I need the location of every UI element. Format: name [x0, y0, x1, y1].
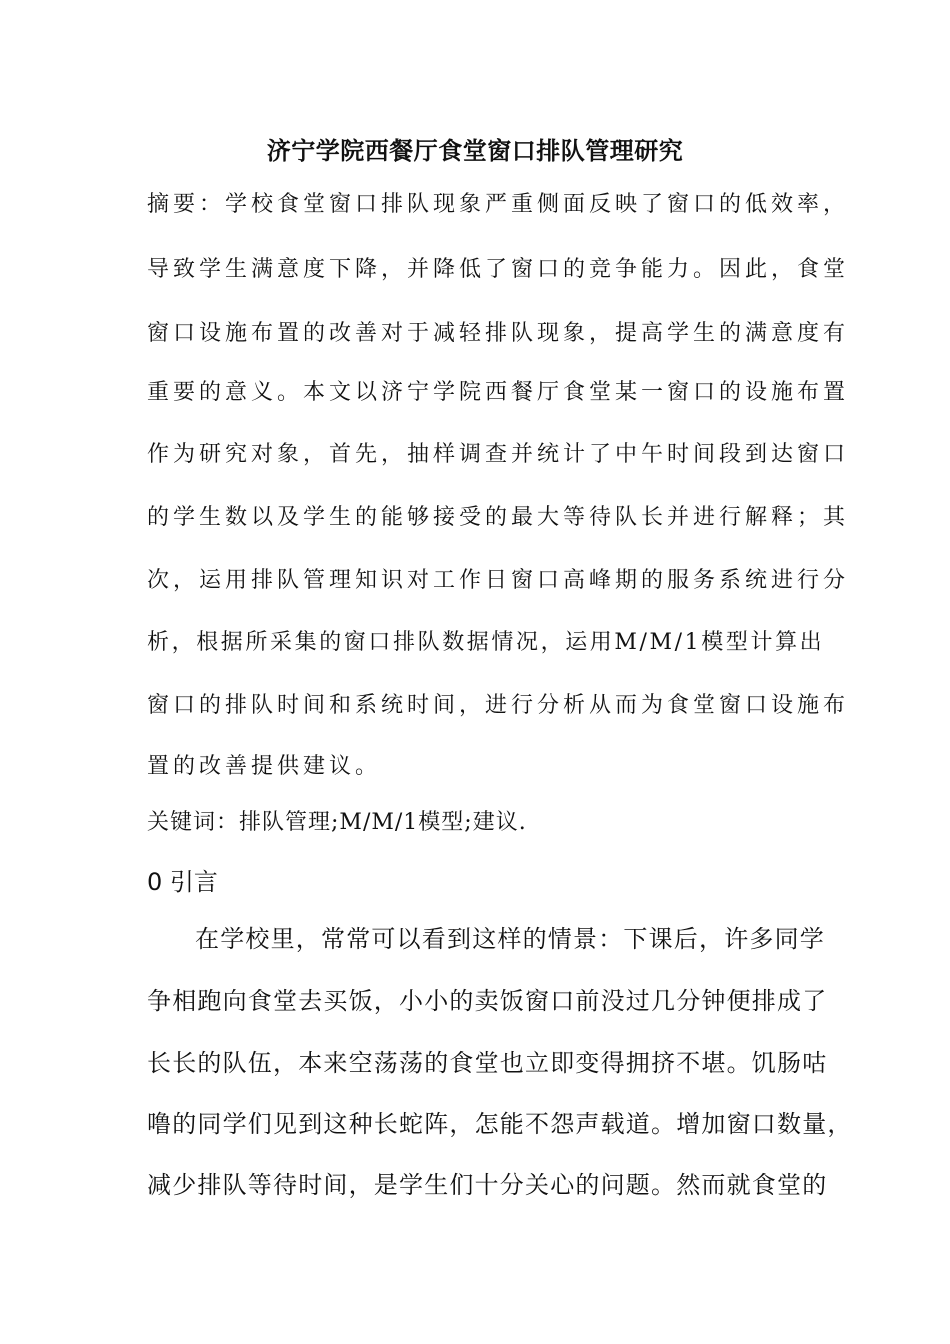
- body-paragraph-line-3: 长长的队伍，本来空荡荡的食堂也立即变得拥挤不堪。饥肠咕: [147, 1049, 828, 1077]
- abstract-line-8: 析，根据所采集的窗口排队数据情况，运用M/M/1模型计算出: [147, 630, 825, 655]
- abstract-line-3: 窗口设施布置的改善对于减轻排队现象，提高学生的满意度有: [147, 321, 850, 346]
- body-paragraph-line-4: 噜的同学们见到这种长蛇阵，怎能不怨声载道。增加窗口数量，: [147, 1110, 853, 1138]
- abstract-line-4: 重要的意义。本文以济宁学院西餐厅食堂某一窗口的设施布置: [147, 380, 850, 405]
- keywords-line: 关键词：排队管理;M/M/1模型;建议.: [147, 810, 527, 835]
- body-paragraph-line-1: 在学校里，常常可以看到这样的情景：下课后，许多同学: [195, 925, 825, 953]
- abstract-line-10: 置的改善提供建议。: [147, 754, 382, 779]
- abstract-line-1: 摘要：学校食堂窗口排队现象严重侧面反映了窗口的低效率，: [147, 192, 850, 217]
- abstract-line-2: 导致学生满意度下降，并降低了窗口的竞争能力。因此，食堂: [147, 257, 850, 282]
- body-paragraph-line-2: 争相跑向食堂去买饭，小小的卖饭窗口前没过几分钟便排成了: [147, 987, 828, 1015]
- body-paragraph-line-5: 减少排队等待时间，是学生们十分关心的问题。然而就食堂的: [147, 1171, 828, 1199]
- abstract-line-9: 窗口的排队时间和系统时间，进行分析从而为食堂窗口设施布: [147, 693, 850, 718]
- abstract-line-6: 的学生数以及学生的能够接受的最大等待队长并进行解释；其: [147, 505, 850, 530]
- abstract-line-7: 次，运用排队管理知识对工作日窗口高峰期的服务系统进行分: [147, 568, 850, 593]
- section-heading-introduction: 0 引言: [147, 868, 218, 896]
- document-title: 济宁学院西餐厅食堂窗口排队管理研究: [266, 137, 684, 165]
- abstract-line-5: 作为研究对象，首先，抽样调查并统计了中午时间段到达窗口: [147, 442, 850, 467]
